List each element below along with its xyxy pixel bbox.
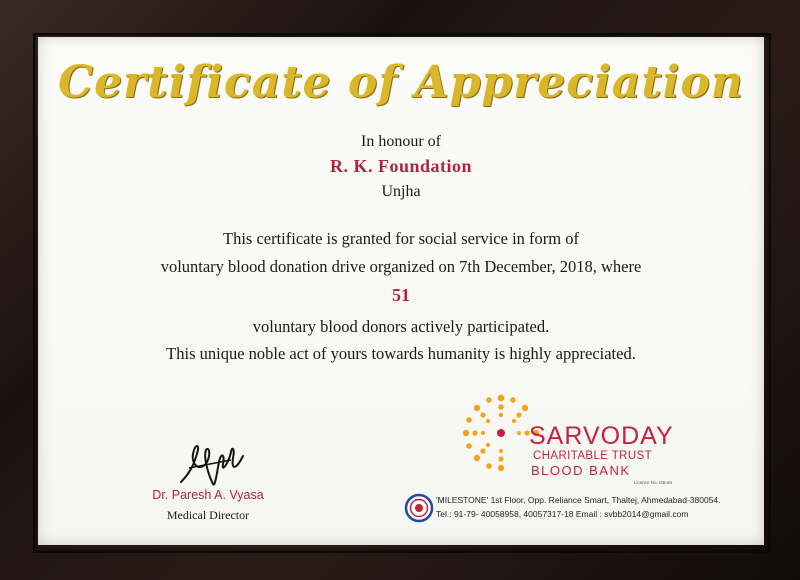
certificate-paper: [38, 37, 764, 545]
address-line: 'MILESTONE' 1st Floor, Opp. Reliance Smart, Thaltej, Ahmedabad-380054.: [436, 495, 721, 505]
signature: [173, 432, 253, 492]
body-text-line-2: voluntary blood donation drive organized on 7th December, 2018, where: [160, 257, 642, 276]
licence-number: Licence No. GB-84: [634, 480, 673, 485]
certificate-title: Certificate of Appreciation: [58, 57, 744, 108]
organization-name: SARVODAY: [529, 422, 674, 450]
signatory-title: Medical Director: [166, 508, 250, 522]
organization-subtitle: CHARITABLE TRUST: [533, 450, 653, 462]
recipient-city: Unjha: [381, 183, 421, 200]
recipient-name: R. K. Foundation: [329, 156, 473, 176]
body-text-line-4: This unique noble act of yours towards humanity is highly appreciated.: [166, 344, 636, 363]
body-text-line-3: voluntary blood donors actively participated.: [252, 317, 550, 336]
body-text-line-1: This certificate is granted for social service in form of: [223, 229, 579, 248]
organization-blood-bank: BLOOD BANK: [531, 463, 631, 478]
honour-line: In honour of: [361, 133, 441, 150]
signatory-name: Dr. Paresh A. Vyasa: [152, 488, 264, 502]
donor-count: 51: [392, 285, 410, 305]
seal-icon: [404, 493, 434, 523]
contact-line: Tel.: 91-79- 40058958, 40057317-18 Email : svbb2014@gmail.com: [436, 509, 689, 519]
